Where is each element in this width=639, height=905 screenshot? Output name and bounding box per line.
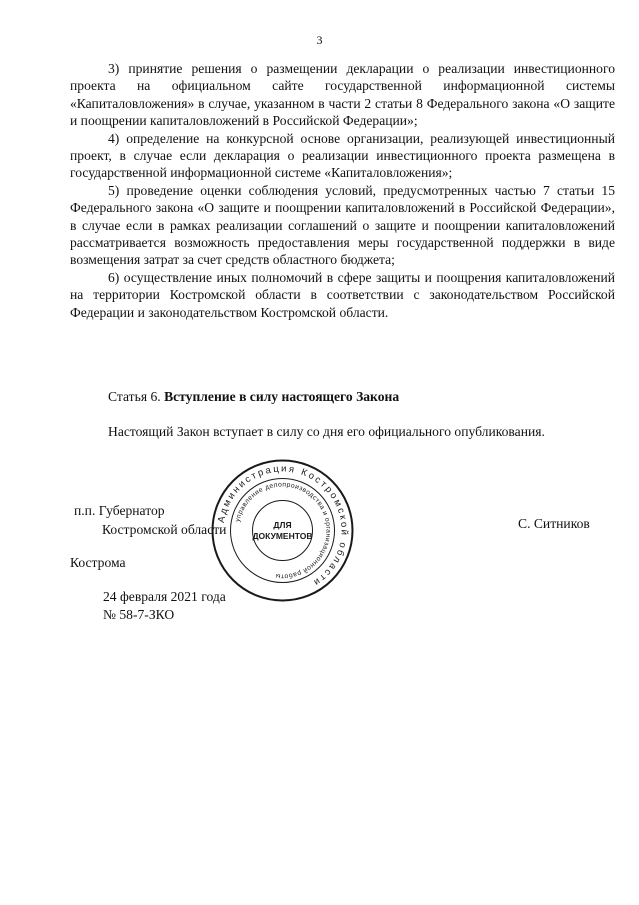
article-title: Вступление в силу настоящего Закона (164, 389, 400, 404)
stamp-inner-text: управление делопроизводства и организационной работы (234, 481, 332, 580)
page-number: 3 (316, 33, 323, 47)
paragraph-4: 4) определение на конкурсной основе организации, реализующей инвестиционный проект, в случае если декларация о реализации инвестиционного проекта размещена в государственной информационной системе «Капиталовложения»; (70, 130, 615, 181)
signature-block (74, 501, 226, 539)
official-stamp (210, 458, 355, 603)
signature-region: Костромской области (102, 522, 227, 537)
article-number: Статья 6. (108, 389, 161, 404)
paragraph-3: 3) принятие решения о размещении декларации о реализации инвестиционного проекта на официальном сайте государственной информационной системы «Капиталовложения» в случае, указанном в части 2 статьи 8 Федерального закона «О защите и поощрении капиталовложений в Российской Федерации»; (70, 61, 615, 129)
date-block (103, 588, 226, 624)
article-text: Настоящий Закон вступает в силу со дня его официального опубликования. (108, 424, 545, 439)
signatory-name: С. Ситников (518, 516, 590, 531)
stamp-outer-text: Администрация Костромской области (215, 463, 350, 589)
law-body (70, 60, 615, 321)
paragraph-5: 5) проведение оценки соблюдения условий, предусмотренных частью 7 статьи 15 Федерального закона «О защите и поощрении капиталовложений в Российской Федерации», в случае если в рамках реализации соглашений о защите и поощрении капиталовложений рассматривается возможность предоставления меры государственной поддержки в виде возмещения затрат за счет средств областного бюджета; (70, 182, 615, 268)
law-date: 24 февраля 2021 года (103, 589, 226, 604)
signature-prefix: п.п. Губернатор (74, 503, 165, 518)
law-number: № 58-7-ЗКО (103, 607, 175, 622)
article-heading (108, 389, 399, 405)
stamp-center-line2: ДОКУМЕНТОВ (252, 531, 313, 541)
city: Кострома (70, 555, 126, 570)
paragraph-6: 6) осуществление иных полномочий в сфере защиты и поощрения капиталовложений на территории Костромской области в соответствии с законодательством Российской Федерации и законодательством Костромской области. (70, 269, 615, 320)
stamp-center-line1: ДЛЯ (273, 520, 292, 530)
